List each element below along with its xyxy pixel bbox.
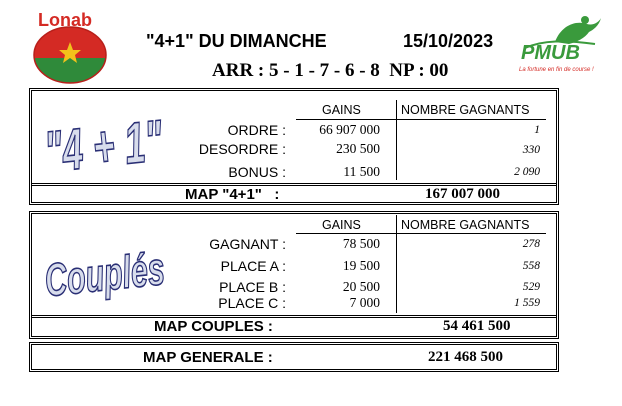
draw-date: 15/10/2023	[403, 31, 494, 51]
row-desordre-label: DESORDRE :	[198, 141, 286, 157]
row-ordre-label: ORDRE :	[227, 122, 286, 138]
row-gagnant-gagnants: 278	[522, 238, 540, 250]
col-nombre-gagnants: NOMBRE GAGNANTS	[401, 218, 530, 232]
row-place-c-gagnants: 1 559	[514, 297, 540, 309]
row-place-a-gagnants: 558	[522, 260, 540, 272]
row-place-c-gain: 7 000	[349, 295, 380, 310]
row-bonus-gain: 11 500	[343, 164, 380, 179]
badge-4plus1-text: "4 +	[41, 108, 158, 182]
map-4plus1-value: 167 007 000	[425, 186, 500, 202]
row-place-a-gain: 19 500	[342, 258, 380, 273]
map-4plus1-label: MAP "4+1" :	[185, 186, 280, 203]
map-generale-value: 221 468 500	[428, 349, 503, 365]
col-gains: GAINS	[322, 103, 361, 117]
row-gagnant-gain: 78 500	[342, 236, 380, 251]
col-nombre-gagnants: NOMBRE GAGNANTS	[401, 103, 530, 117]
result-line: ARR : 5 - 1 - 7 - 6 - 8 NP : 00	[212, 60, 449, 81]
map-generale-label: MAP GENERALE :	[143, 349, 273, 366]
map-couples-label: MAP COUPLES :	[154, 318, 273, 335]
row-place-a-label: PLACE A :	[220, 258, 286, 274]
badge-4plus1	[40, 100, 168, 182]
page-title: "4+1" DU DIMANCHE	[146, 31, 327, 51]
row-ordre-gain: 66 907 000	[319, 122, 380, 137]
badge-couples-text: Couplés	[42, 235, 170, 307]
row-gagnant-label: GAGNANT :	[209, 236, 286, 252]
row-bonus-gagnants: 2 090	[514, 166, 540, 178]
row-bonus-label: BONUS :	[228, 164, 286, 180]
pmub-tagline: La fortune en fin de course !	[519, 67, 594, 73]
pmub-wordmark: PMUB	[521, 42, 580, 64]
row-place-c-label: PLACE C :	[218, 295, 286, 311]
pmub-logo	[515, 12, 605, 82]
lonab-logo	[30, 8, 110, 88]
row-desordre-gain: 230 500	[336, 141, 380, 156]
row-place-b-label: PLACE B :	[219, 279, 286, 295]
col-gains: GAINS	[322, 218, 361, 232]
badge-couples	[40, 228, 170, 310]
row-ordre-gagnants: 1	[534, 124, 540, 136]
row-place-b-gain: 20 500	[342, 279, 380, 294]
map-couples-value: 54 461 500	[443, 318, 511, 334]
row-place-b-gagnants: 529	[522, 281, 540, 293]
lonab-wordmark: Lonab	[38, 10, 92, 30]
row-desordre-gagnants: 330	[522, 144, 540, 156]
